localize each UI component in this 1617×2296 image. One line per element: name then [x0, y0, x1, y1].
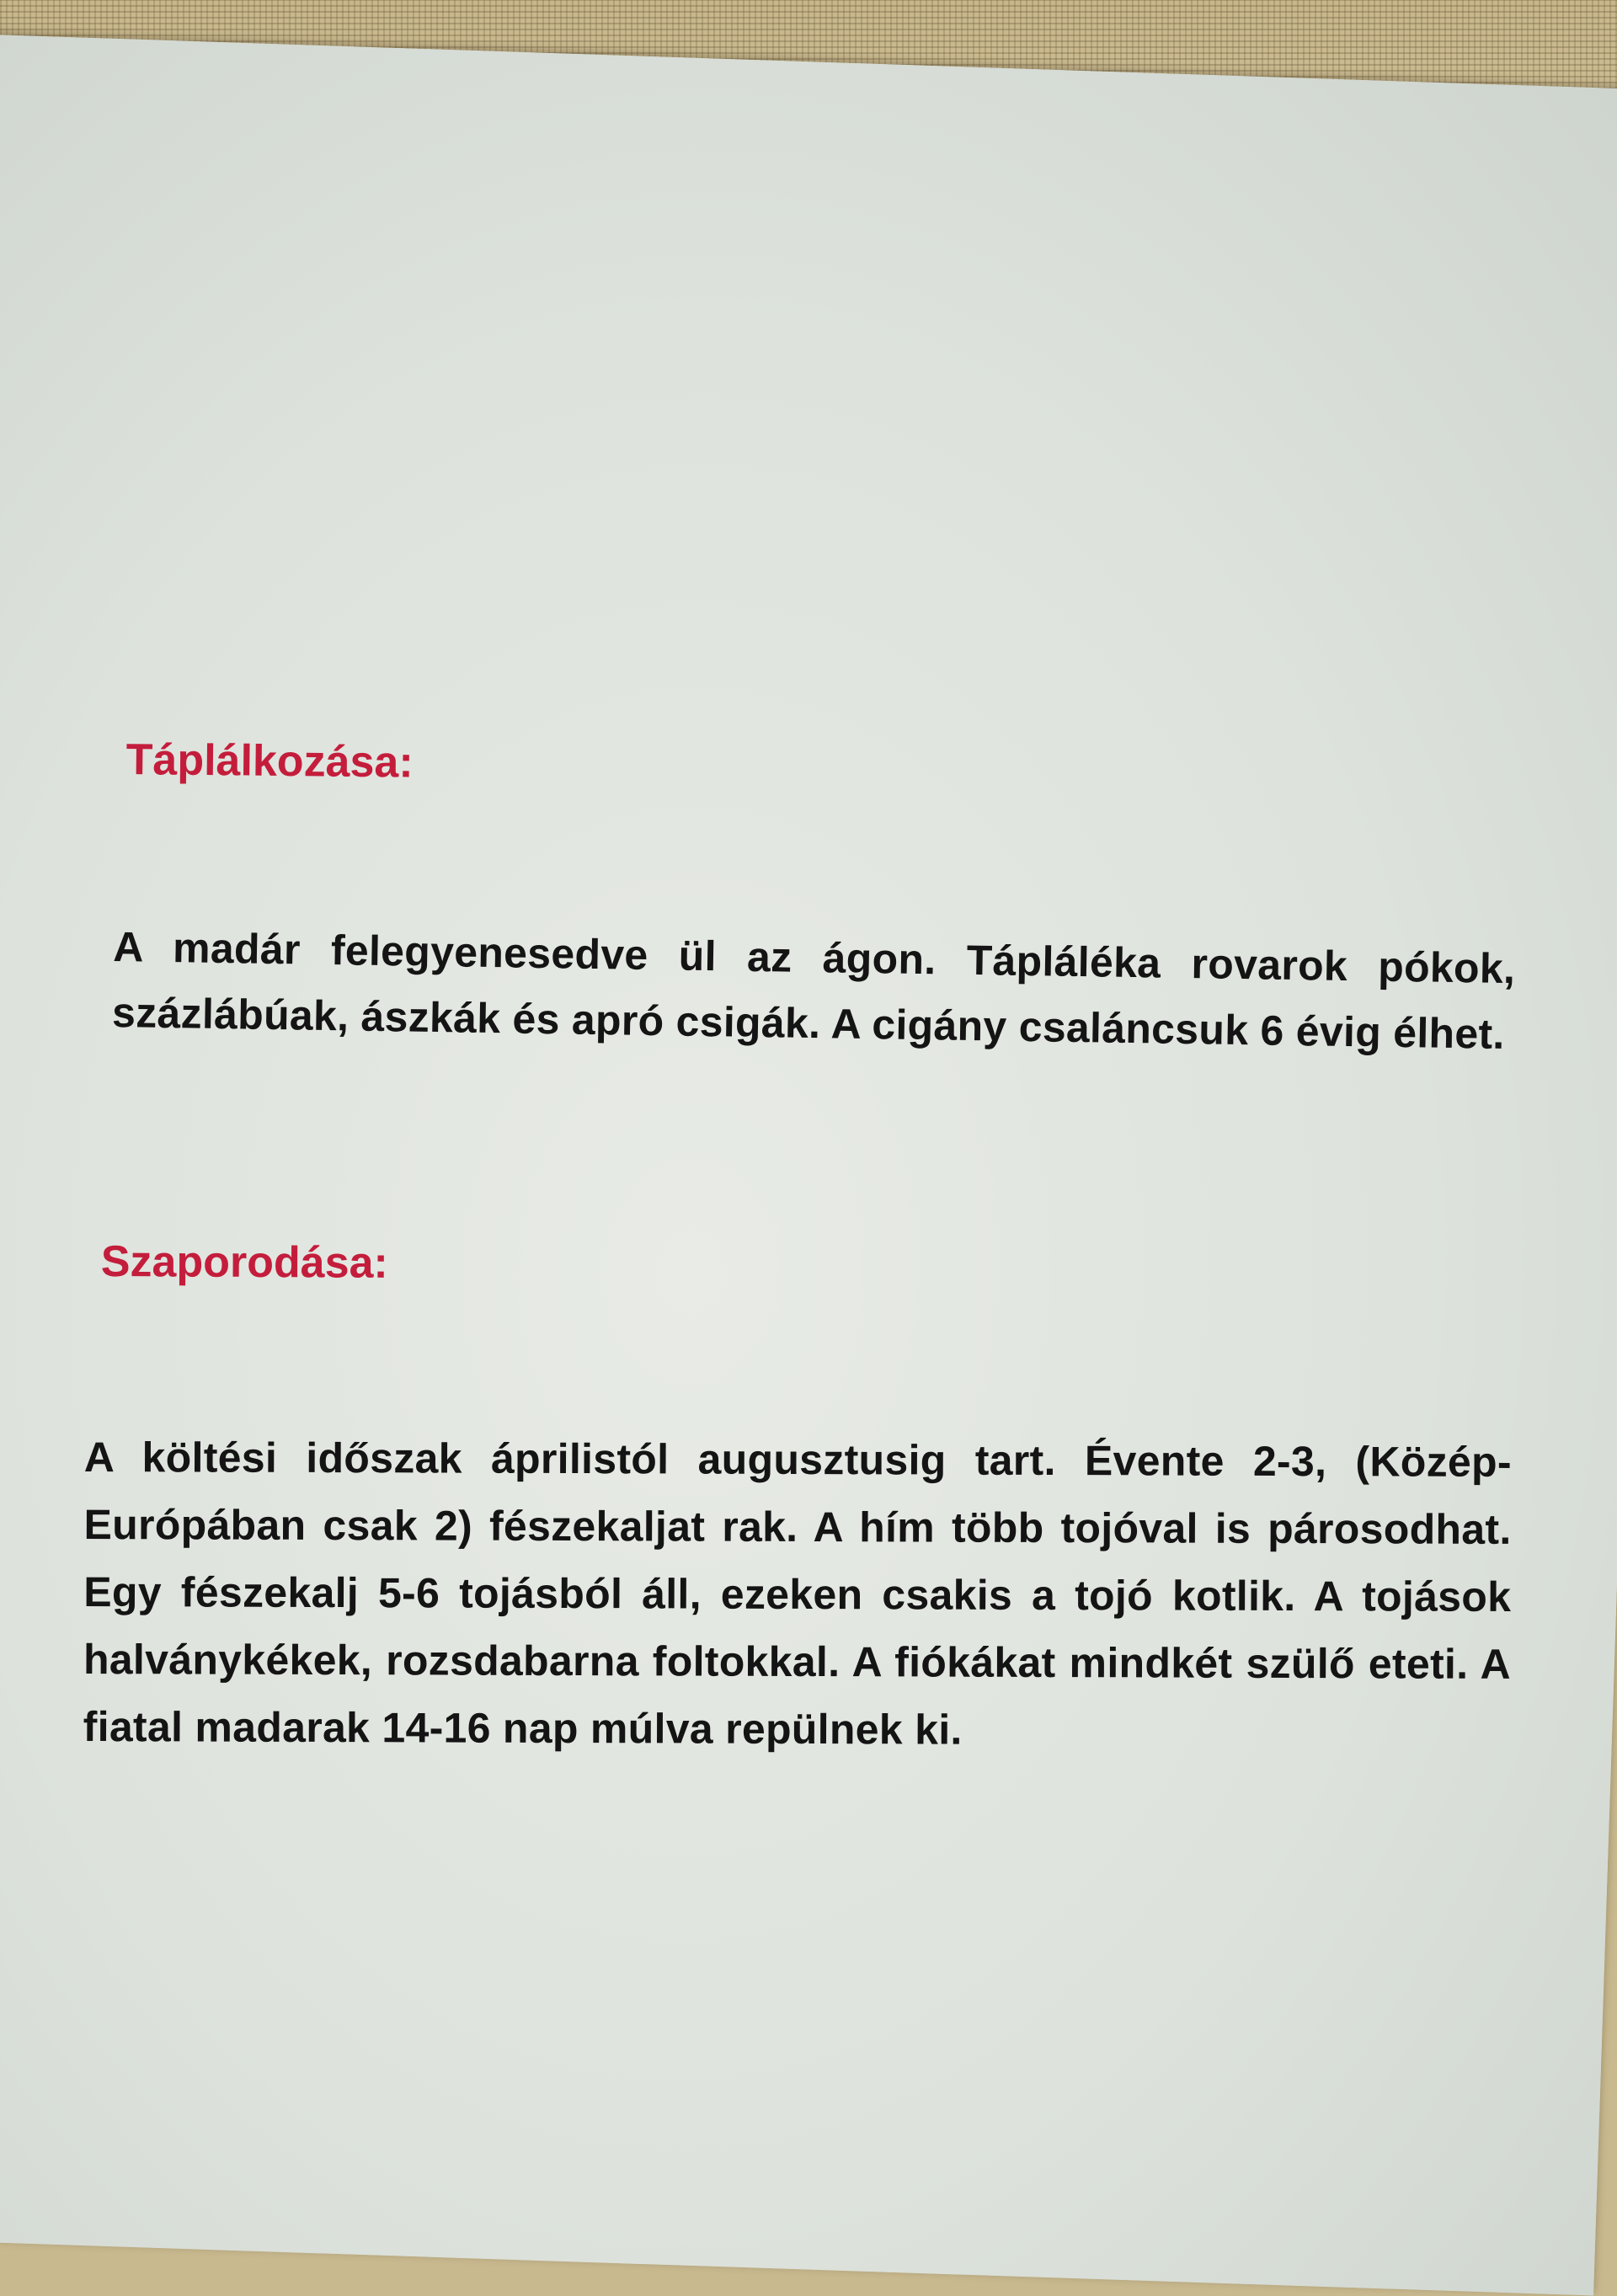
section-heading-reproduction: Szaporodása:: [100, 1237, 388, 1288]
section-heading-feeding: Táplálkozása:: [125, 734, 414, 788]
section-text-feeding: A madár felegyenesedve ül az ágon. Tápláléka rovarok pókok, százlábúak, ászkák és apró csigák. A cigány csaláncsuk 6 évig élhet.: [111, 922, 1516, 1058]
section-text-reproduction: A költési időszak áprilistól augusztusig tart. Évente 2-3, (Közép-Európában csak 2) fészekaljat rak. A hím több tojóval is párosodhat. Egy fészekalj 5-6 tojásból áll, ezeken csakis a tojó kotlik. A tojások halványkékek, rozsdabarna foltokkal. A fiókákat mindkét szülő eteti. A fiatal madarak 14-16 nap múlva repülnek ki.: [83, 1433, 1512, 1754]
